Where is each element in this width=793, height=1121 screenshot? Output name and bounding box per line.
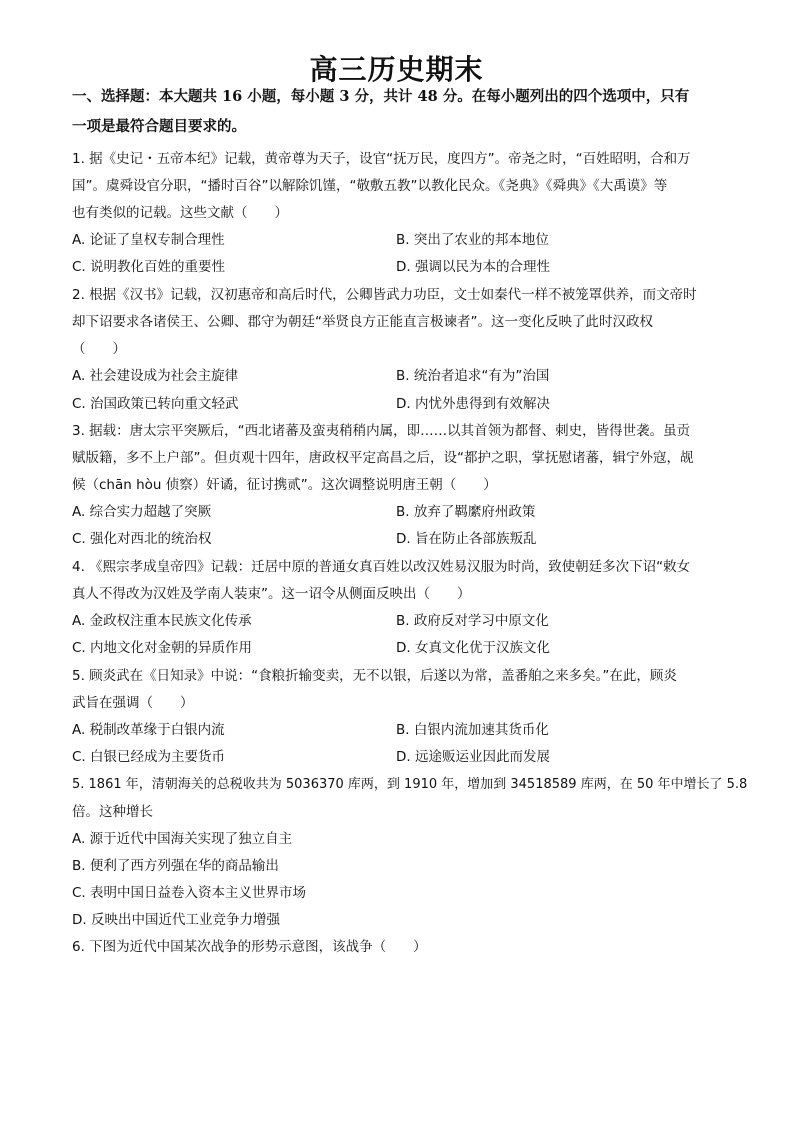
question-3-option-d[interactable]: D. 旨在防止各部族叛乱 <box>396 531 537 547</box>
question-2-option-a[interactable]: A. 社会建设成为社会主旋律 <box>72 368 239 384</box>
question-5-line-1: 5. 顾炎武在《日知录》中说：“食粮折输变卖，无不以银，后遂以为常，盖番舶之来多矣。”在此，顾炎 <box>72 668 677 684</box>
instructions-line-2: 一项是最符合题目要求的。 <box>72 118 246 135</box>
question-5b-option-c[interactable]: C. 表明中国日益卷入资本主义世界市场 <box>72 885 307 901</box>
question-4-line-1: 4. 《熙宗孝成皇帝四》记载：迁居中原的普通女真百姓以改汉姓易汉服为时尚，致使朝廷多次下诏“敕女 <box>72 559 691 575</box>
question-3-line-3: 候（chān hòu 侦察）奸谲，征讨携贰”。这次调整说明唐王朝（ ） <box>72 477 497 493</box>
question-5b-option-a[interactable]: A. 源于近代中国海关实现了独立自主 <box>72 831 293 847</box>
question-5-line-2: 武旨在强调（ ） <box>72 695 194 711</box>
question-5-option-a[interactable]: A. 税制改革缘于白银内流 <box>72 722 225 738</box>
question-4-line-2: 真人不得改为汉姓及学南人装束”。这一诏令从侧面反映出（ ） <box>72 586 471 602</box>
question-2-line-1: 2. 根据《汉书》记载，汉初惠帝和高后时代，公卿皆武力功臣，文士如秦代一样不被笼罩供养，而文帝时 <box>72 287 697 303</box>
question-1-line-3: 也有类似的记载。这些文献（ ） <box>72 205 288 221</box>
question-3-option-c[interactable]: C. 强化对西北的统治权 <box>72 531 212 547</box>
question-2-line-2: 却下诏要求各诸侯王、公卿、郡守为朝廷“举贤良方正能直言极谏者”。这一变化反映了此时汉政权 <box>72 314 653 330</box>
question-4-option-d[interactable]: D. 女真文化优于汉族文化 <box>396 640 550 656</box>
question-1-line-2: 国”。虞舜设官分职，“播时百谷”以解除饥馑，“敬敷五教”以教化民众。《尧典》《舜典》《大禹谟》等 <box>72 178 668 194</box>
question-5-option-c[interactable]: C. 白银已经成为主要货币 <box>72 749 226 765</box>
question-3-option-b[interactable]: B. 放弃了羁縻府州政策 <box>396 504 536 520</box>
question-5-option-d[interactable]: D. 远途贩运业因此而发展 <box>396 749 550 765</box>
question-5b-option-d[interactable]: D. 反映出中国近代工业竞争力增强 <box>72 912 280 928</box>
question-1-option-d[interactable]: D. 强调以民为本的合理性 <box>396 259 550 275</box>
question-2-option-b[interactable]: B. 统治者追求“有为”治国 <box>396 368 550 384</box>
question-4-option-b[interactable]: B. 政府反对学习中原文化 <box>396 613 549 629</box>
question-5-option-b[interactable]: B. 白银内流加速其货币化 <box>396 722 549 738</box>
question-4-option-c[interactable]: C. 内地文化对金朝的异质作用 <box>72 640 253 656</box>
question-6-line-1: 6. 下图为近代中国某次战争的形势示意图，该战争（ ） <box>72 939 427 955</box>
question-3-line-2: 赋版籍，多不上户部”。但贞观十四年，唐政权平定高昌之后，设“都护之职，掌抚慰诸蕃，辑宁外寇，觇 <box>72 450 694 466</box>
question-5b-line-1: 5. 1861 年，清朝海关的总税收共为 5036370 库两，到 1910 年，增加到 34518589 库两，在 50 年中增长了 5.8 <box>72 777 748 792</box>
question-2-option-c[interactable]: C. 治国政策已转向重文轻武 <box>72 396 239 412</box>
question-2-line-3: （ ） <box>72 341 126 357</box>
question-1-option-a[interactable]: A. 论证了皇权专制合理性 <box>72 232 225 248</box>
question-1-line-1: 1. 据《史记・五帝本纪》记载，黄帝尊为天子，设官“抚万民，度四方”。帝尧之时，“百姓昭明，合和万 <box>72 151 691 167</box>
question-3-option-a[interactable]: A. 综合实力超越了突厥 <box>72 504 212 520</box>
question-5b-line-2: 倍。这种增长 <box>72 804 153 820</box>
question-2-option-d[interactable]: D. 内忧外患得到有效解决 <box>396 396 550 412</box>
instructions-line-1: 一、选择题：本大题共 16 小题，每小题 3 分，共计 48 分。在每小题列出的四个选项中，只有 <box>72 88 690 105</box>
question-3-line-1: 3. 据载：唐太宗平突厥后，“西北诸蕃及蛮夷稍稍内属，即……以其首领为都督、刺史，皆得世袭。虽贡 <box>72 423 691 439</box>
page-title: 高三历史期末 <box>309 53 484 86</box>
question-1-option-c[interactable]: C. 说明教化百姓的重要性 <box>72 259 226 275</box>
question-1-option-b[interactable]: B. 突出了农业的邦本地位 <box>396 232 549 248</box>
question-5b-option-b[interactable]: B. 便利了西方列强在华的商品输出 <box>72 858 279 874</box>
question-4-option-a[interactable]: A. 金政权注重本民族文化传承 <box>72 613 252 629</box>
